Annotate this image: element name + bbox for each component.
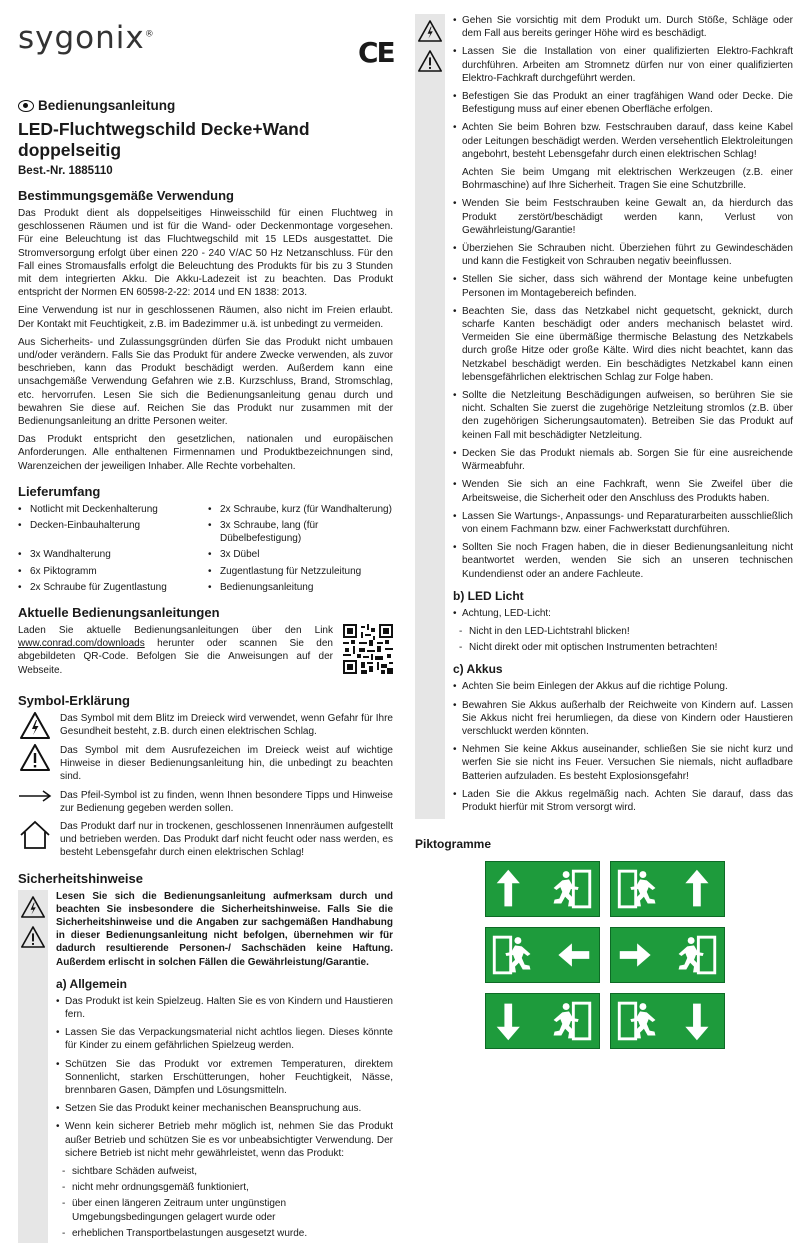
list-item: • Überziehen Sie Schrauben nicht. Überziehen führt zu Gewindeschäden und kann die Festigkeit von Schrauben negativ beeinflussen. — [453, 242, 793, 268]
list-item: • Zugentlastung für Netzzuleitung — [208, 565, 393, 578]
symbol-text: Das Pfeil-Symbol ist zu finden, wenn Ihnen besondere Tipps und Hinweise zur Bedienung gegeben werden sollen. — [60, 789, 393, 814]
arrow-icon — [18, 789, 52, 803]
list-item: • 6x Piktogramm — [18, 565, 208, 578]
list-item: - Nicht in den LED-Lichtstrahl blicken! — [459, 625, 793, 638]
symbol-text: Das Symbol mit dem Blitz im Dreieck wird verwendet, wenn Gefahr für Ihre Gesundheit besteht, z.B. durch einen elektrischen Schlag. — [60, 712, 393, 738]
scope-heading: Lieferumfang — [18, 483, 101, 499]
general-heading: a) Allgemein — [56, 976, 127, 991]
symbol-text: Das Produkt darf nur in trockenen, geschlossenen Innenräumen aufgestellt und betrieben werden. Das Produkt darf nicht feucht oder nass werden, es besteht Lebensgefahr durch einen elektrischen Schlag! — [60, 820, 393, 859]
list-item: • Lassen Sie die Installation von einer qualifizierten Elektro-Fachkraft durchführen. Arbeiten am Stromnetz dürfen nur von einer qualifizierten Elektro-Fachkraft durchgeführt werden. — [453, 45, 793, 85]
list-item: • Das Produkt ist kein Spielzeug. Halten Sie es von Kindern und Haustieren fern. — [56, 995, 393, 1021]
right-content — [453, 14, 793, 819]
right-safety-block — [415, 14, 793, 819]
list-item: • Nehmen Sie keine Akkus auseinander, schließen Sie sie nicht kurz und werfen Sie sie nicht ins Feuer. Versuchen Sie niemals, nicht aufladbare Batterien aufzuladen. Es besteht Explosionsgefahr! — [453, 743, 793, 783]
symbol-row — [18, 744, 393, 784]
list-item: • Decken Sie das Produkt niemals ab. Sorgen Sie für eine ausreichende Wärmeabfuhr. — [453, 447, 793, 473]
arrow-down-sign — [485, 993, 600, 1049]
exclamation-triangle-icon — [21, 926, 45, 948]
led-sub-list — [459, 625, 793, 654]
lightning-triangle-icon — [21, 896, 45, 918]
arrow-up-sign — [485, 861, 600, 917]
intended-use-p4: Das Produkt entspricht den gesetzlichen, nationalen und europäischen Anforderungen. Alle enthaltenen Firmennamen und Produktbezeichnungen sind, Warenzeichen der jeweiligen Inhaber. Alle Rechte vorbehalten. — [18, 434, 393, 472]
akku-list — [453, 680, 793, 814]
list-item: - über einen längeren Zeitraum unter ungünstigen Umgebungsbedingungen gelagert wurde oder — [62, 1197, 393, 1223]
right-list-2 — [453, 197, 793, 580]
exclamation-triangle-icon — [20, 744, 50, 771]
list-item: • Setzen Sie das Produkt keiner mechanischen Beanspruchung aus. — [56, 1102, 393, 1115]
symbol-row — [18, 820, 393, 860]
list-item: • Wenn kein sicherer Betrieb mehr möglich ist, nehmen Sie das Produkt außer Betrieb und schützen Sie es vor unbeabsichtigter Verwendung. Der sichere Betrieb ist nicht mehr gewährleistet, wenn das Produkt: — [56, 1120, 393, 1160]
right-list — [453, 14, 793, 161]
ce-mark: CE — [358, 36, 394, 69]
right-column — [415, 14, 793, 1049]
downloads-link[interactable]: www.conrad.com/downloads — [18, 638, 145, 650]
list-item: • 2x Schraube für Zugentlastung — [18, 581, 208, 594]
qr-code-icon[interactable] — [343, 624, 393, 674]
safety-content — [56, 890, 393, 1243]
led-list — [453, 607, 793, 620]
exclamation-triangle-icon — [418, 50, 442, 72]
list-item: • Schützen Sie das Produkt vor extremen Temperaturen, direktem Sonnenlicht, starken Erschütterungen, hoher Feuchtigkeit, Nässe, brennbaren Gasen, Dämpfen und Lösungsmitteln. — [56, 1058, 393, 1098]
lightning-triangle-icon — [20, 712, 50, 739]
lightning-triangle-icon — [418, 20, 442, 42]
symbol-row — [18, 712, 393, 739]
house-icon — [19, 820, 51, 850]
right-side-bar — [415, 14, 445, 819]
safety-intro: Lesen Sie sich die Bedienungsanleitung aufmerksam durch und beachten Sie insbesondere die Sicherheitshinweise. Falls Sie die Sicherheitshinweise und die Angaben zur sachgemäßen Handhabung in dieser Bedienungsanleitung nicht befolgen, übernehmen wir für dadurch resultierende Personen-/ Sachschäden keine Haftung. Außerdem erlischt in solchen Fällen die Gewährleistung/Garantie. — [56, 890, 393, 968]
list-item: - Nicht direkt oder mit optischen Instrumenten betrachten! — [459, 641, 793, 654]
scope-list — [18, 503, 393, 594]
intended-use-p1: Das Produkt dient als doppelseitiges Hinweisschild für einen Fluchtweg in geschlossenen Räumen und ist für die Wand- oder Deckenmontage vorgesehen. Für eine Beleuchtung ist das Fluchtwegschild mit 15 LEDs ausgestattet. Die Stromversorgung erfolgt über einen 220 - 240 V/AC 50 Hz Netzanschluss. Für den Fall eines Stromausfalls erfolgt die Beleuchtung des Produkts für bis zu 3 Stunden mit dem integrierten Akku. Die Akku-Ladezeit ist zu beachten. Das Produkt entspricht der Normen EN 60598-2-22: 2014 und EN 1838: 2013. — [18, 208, 393, 299]
list-item: • Beachten Sie, dass das Netzkabel nicht gequetscht, geknickt, durch scharfe Kanten beschädigt oder anders mechanisch belastet wird. Vermeiden Sie eine übermäßige thermische Belastung des Netzkabels durch große Hitze oder große Kälte. Wird dies nicht beachtet, kann das Netzkabel beschädigt werden. Ein beschädigtes Netzkabel kann einen lebensgefährlichen elektrischen Schlag zur Folge haben. — [453, 305, 793, 384]
list-item: • Sollte die Netzleitung Beschädigungen aufweisen, so berühren Sie sie nicht. Schalten Sie zuerst die zugehörige Netzleitung stromlos (z.B. über den zugehörigen Sicherungsautomaten). Betreiben Sie das Produkt auf keinen Fall mit beschädigter Netzleitung. — [453, 389, 793, 442]
list-item: • Wenden Sie beim Festschrauben keine Gewalt an, da hierdurch das Produkt zerstört/beschädigt werden kann, Verlust von Gewährleistung/Garantie! — [453, 197, 793, 237]
list-item: • Achtung, LED-Licht: — [453, 607, 793, 620]
drill-note: Achten Sie beim Umgang mit elektrischen Werkzeugen (z.B. einer Bohrmaschine) auf Ihre Sicherheit. Tragen Sie eine Schutzbrille. — [462, 167, 793, 192]
exit-down-sign — [610, 993, 725, 1049]
safety-block — [18, 890, 393, 1243]
doc-type: Bedienungsanleitung — [18, 98, 393, 113]
list-item: • 3x Dübel — [208, 548, 393, 561]
list-item: • Befestigen Sie das Produkt an einer tragfähigen Wand oder Decke. Die Befestigung muss auf einer ebenen Oberfläche erfolgen. — [453, 90, 793, 116]
list-item: • Lassen Sie Wartungs-, Anpassungs- und Reparaturarbeiten ausschließlich von einem Fachmann bzw. einer Fachwerkstatt durchführen. — [453, 510, 793, 536]
arrow-left-sign — [485, 927, 600, 983]
conditions-list — [62, 1165, 393, 1240]
intended-use-p2: Eine Verwendung ist nur in geschlossenen Räumen, also nicht im Freien erlaubt. Der Kontakt mit Feuchtigkeit, z.B. im Badezimmer u.ä. ist unbedingt zu vermeiden. — [18, 305, 393, 330]
symbols-heading: Symbol-Erklärung — [18, 692, 130, 708]
symbol-row — [18, 789, 393, 815]
list-item: • Stellen Sie sicher, dass sich während der Montage keine unbefugten Personen im Montagebereich befinden. — [453, 273, 793, 299]
list-item: • 3x Wandhalterung — [18, 548, 208, 561]
list-item: • Lassen Sie das Verpackungsmaterial nicht achtlos liegen. Dieses könnte für Kinder zu einem gefährlichen Spielzeug werden. — [56, 1026, 393, 1052]
safety-heading: Sicherheitshinweise — [18, 870, 143, 886]
pictograms-heading: Piktogramme — [415, 837, 492, 852]
led-heading: b) LED Licht — [453, 588, 524, 603]
list-item: - erheblichen Transportbelastungen ausgesetzt wurde. — [62, 1227, 393, 1240]
arrow-right-sign — [610, 927, 725, 983]
list-item: • Laden Sie die Akkus regelmäßig nach. Achten Sie darauf, dass das Produkt hierfür mit Strom versorgt wird. — [453, 788, 793, 814]
brand-logo: sygonix® — [18, 20, 155, 56]
general-list — [56, 995, 393, 1160]
manuals-block — [18, 624, 393, 682]
list-item: • 2x Schraube, kurz (für Wandhalterung) — [208, 503, 393, 516]
list-item: • 3x Schraube, lang (für Dübelbefestigung) — [208, 519, 393, 545]
safety-side-bar — [18, 890, 48, 1243]
list-item: • Achten Sie beim Einlegen der Akkus auf die richtige Polung. — [453, 680, 793, 693]
list-item: • Notlicht mit Deckenhalterung — [18, 503, 208, 516]
pictogram-grid — [485, 861, 793, 1049]
list-item: • Achten Sie beim Bohren bzw. Festschrauben darauf, dass keine Kabel oder Leitungen beschädigt werden. Werden versehentlich Elektroleitungen angebohrt, besteht Lebensgefahr durch einen elektrischen Schlag! — [453, 121, 793, 161]
list-item: • Gehen Sie vorsichtig mit dem Produkt um. Durch Stöße, Schläge oder dem Fall aus bereits geringer Höhe wird es beschädigt. — [453, 14, 793, 40]
list-item: - sichtbare Schäden aufweist, — [62, 1165, 393, 1178]
left-column — [18, 20, 393, 1243]
manuals-heading: Aktuelle Bedienungsanleitungen — [18, 605, 220, 621]
intended-use-p3: Aus Sicherheits- und Zulassungsgründen dürfen Sie das Produkt nicht umbauen und/oder verändern. Falls Sie das Produkt für andere Zwecke verwenden, als zuvor beschrieben, kann das Produkt beschädigt werden. Außerdem kann eine unsachgemäße Verwendung Gefahren wie z.B. Kurzschluss, Brand, Stromschlag, etc. hervorrufen. Lesen Sie sich die Bedienungsanleitung genau durch und bewahren Sie diese auf. Reichen Sie das Produkt nur zusammen mit der Bedienungsanleitung an dritte Personen weiter. — [18, 336, 393, 428]
manuals-text: Laden Sie aktuelle Bedienungsanleitungen über den Link www.conrad.com/downloads herunter oder scannen Sie den abgebildeten QR-Code. Befolgen Sie die Anweisungen auf der Webseite. — [18, 625, 333, 676]
list-item: • Wenden Sie sich an eine Fachkraft, wenn Sie Zweifel über die Arbeitsweise, die Sicherheit oder den Anschluss des Produkts haben. — [453, 478, 793, 504]
exit-left-sign — [610, 861, 725, 917]
eye-icon — [18, 100, 34, 112]
list-item: • Bewahren Sie Akkus außerhalb der Reichweite von Kindern auf. Lassen Sie Akkus nicht frei herumliegen, da diese von Kindern oder Haustieren verschluckt werden könnten. — [453, 699, 793, 739]
akku-heading: c) Akkus — [453, 662, 503, 677]
symbol-text: Das Symbol mit dem Ausrufezeichen im Dreieck weist auf wichtige Hinweise in dieser Bedienungsanleitung hin, die unbedingt zu beachten sind. — [60, 744, 393, 783]
product-title: LED-Fluchtwegschild Decke+Wand doppelseitig — [18, 119, 310, 160]
list-item: • Decken-Einbauhalterung — [18, 519, 208, 545]
list-item: - nicht mehr ordnungsgemäß funktioniert, — [62, 1181, 393, 1194]
order-number: Best.-Nr. 1885110 — [18, 165, 113, 177]
list-item: • Bedienungsanleitung — [208, 581, 393, 594]
intended-use-heading: Bestimmungsgemäße Verwendung — [18, 188, 234, 203]
list-item: • Sollten Sie noch Fragen haben, die in dieser Bedienungsanleitung nicht beantwortet werden, wenden Sie sich an unseren technischen Kundendienst oder an andere Fachleute. — [453, 541, 793, 581]
